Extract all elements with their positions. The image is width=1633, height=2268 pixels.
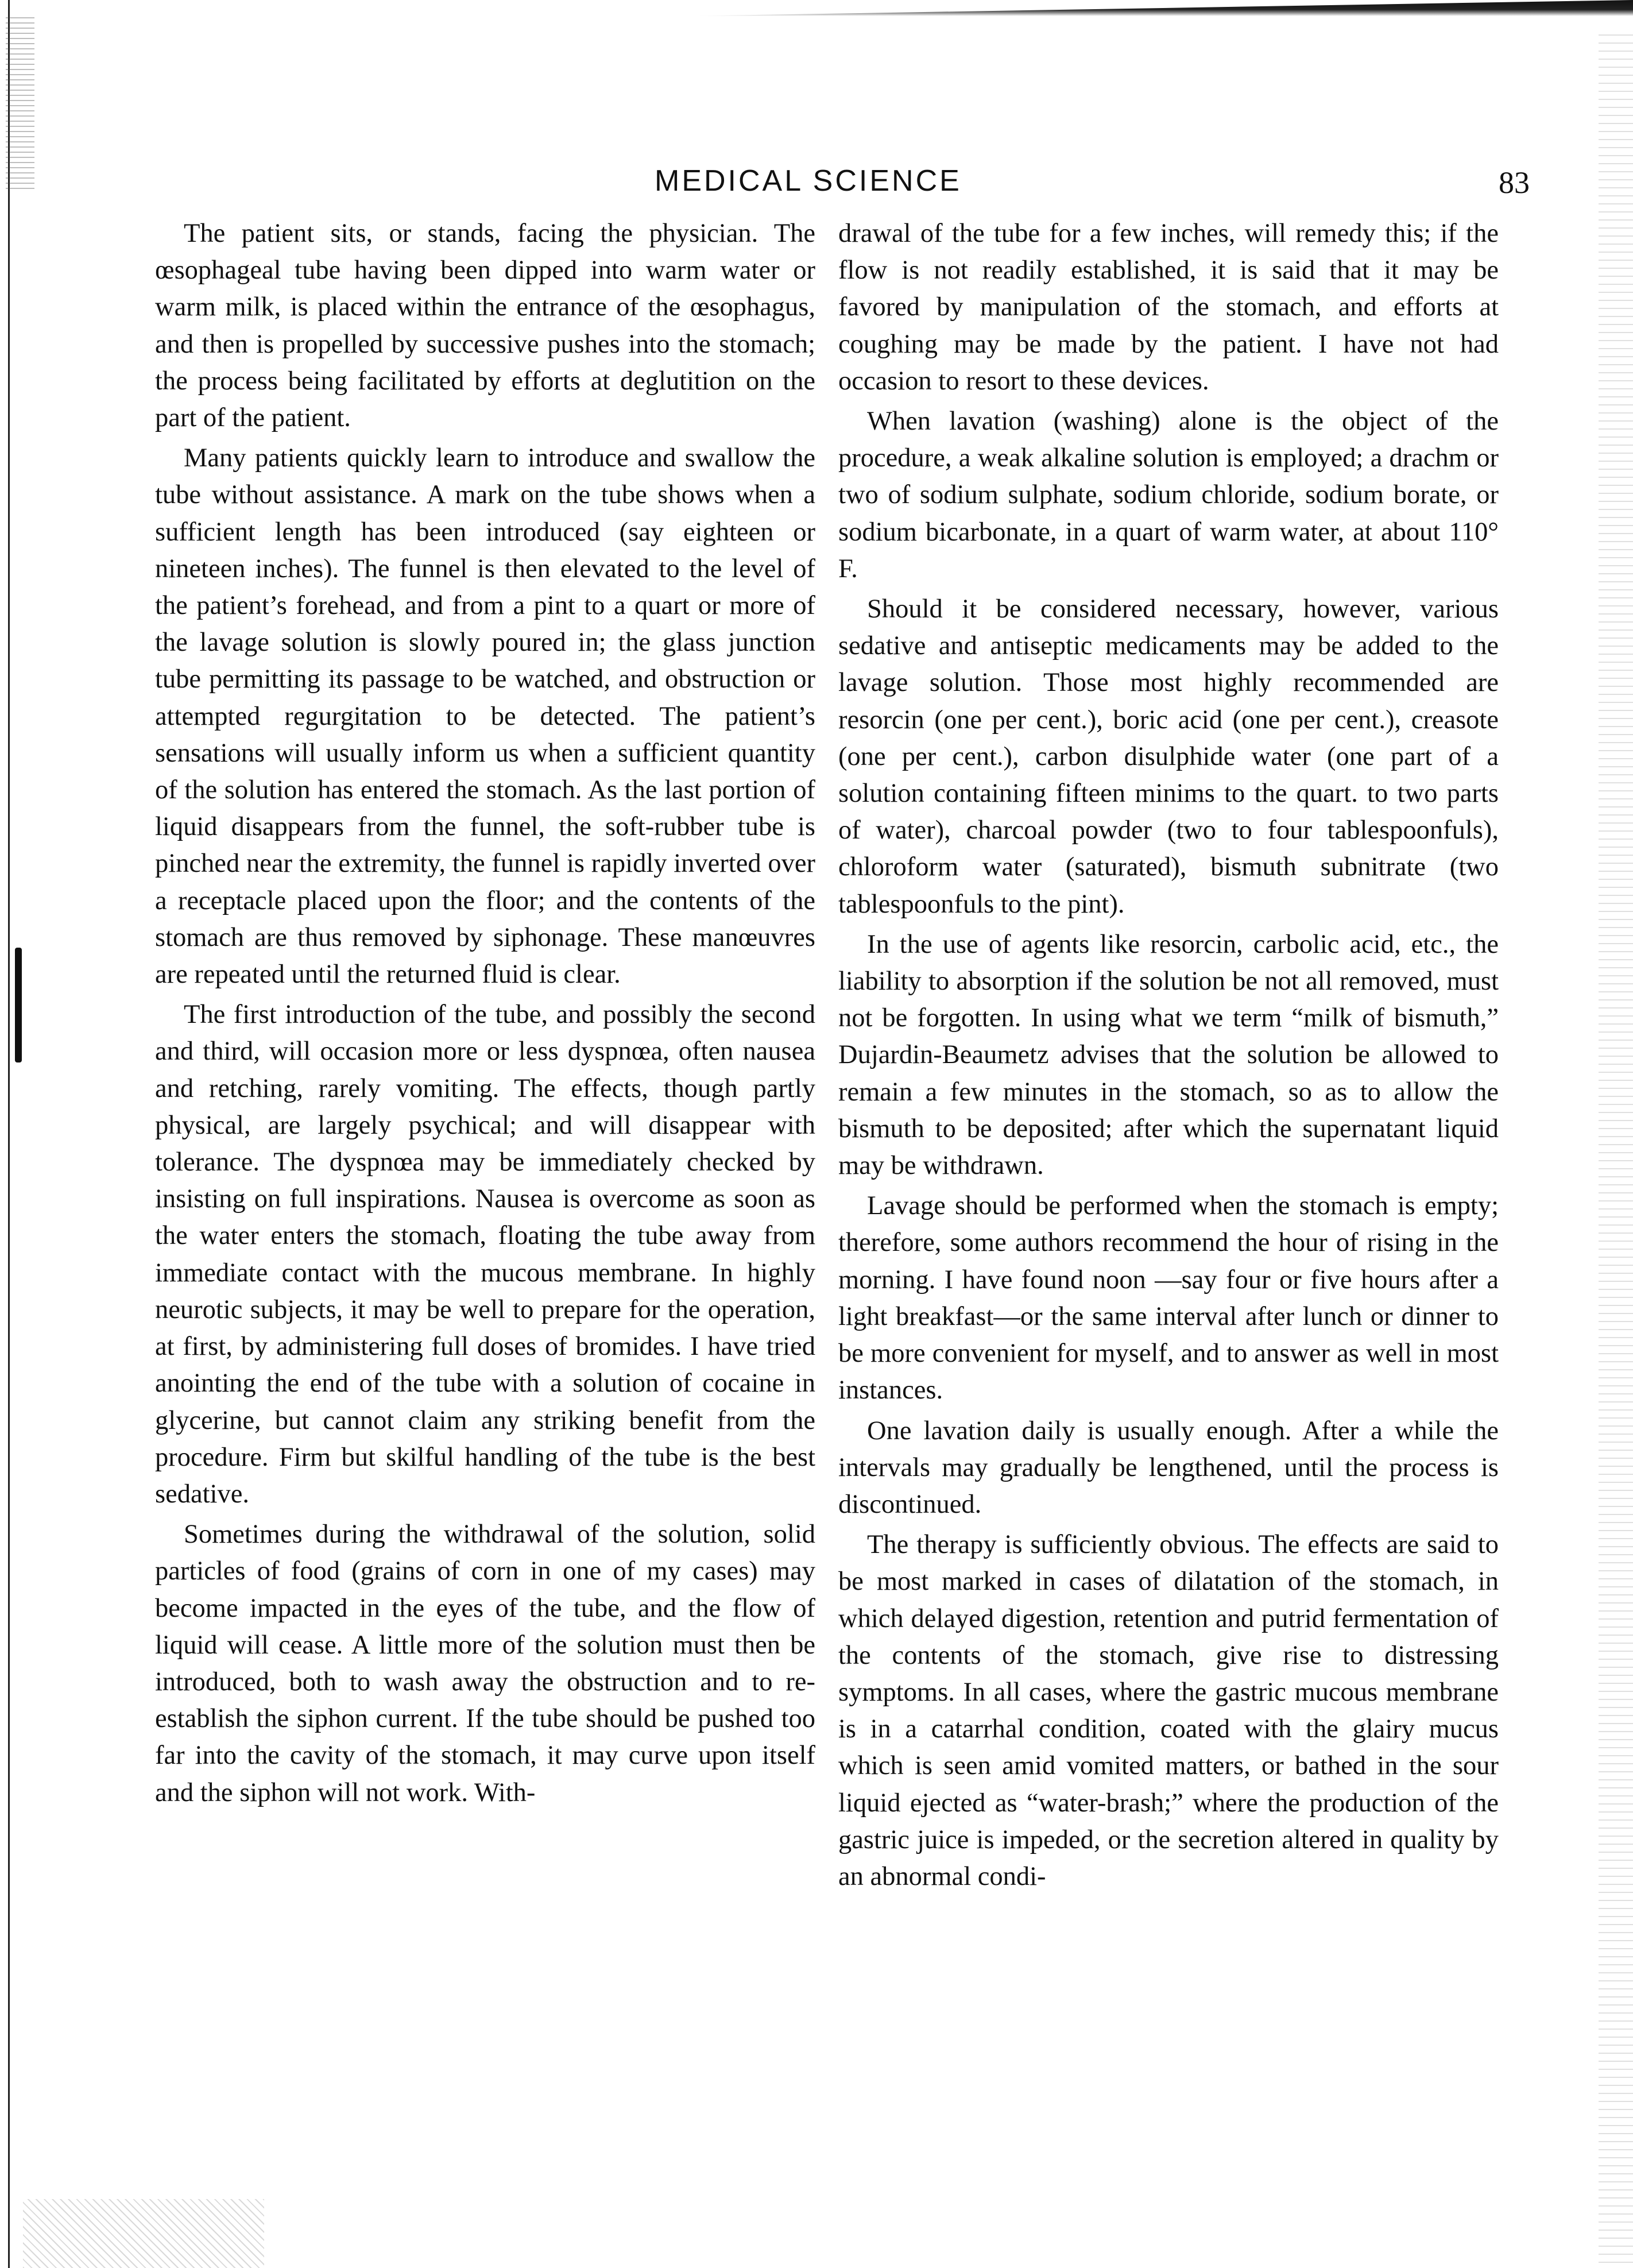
right-column <box>838 215 1499 1895</box>
paragraph: The patient sits, or stands, facing the physician. The œsophageal tube having been dipped into warm water or warm milk, is placed within the entrance of the œsophagus, and then is propelled by successive pushes into the stomach; the process being facilitated by efforts at deglutition on the part of the patient. <box>155 219 815 433</box>
paragraph-continuation: drawal of the tube for a few inches, will remedy this; if the flow is not readily established, it is said that it may be favored by manipulation of the stomach, and efforts at coughing may be made by the patient. I have not had occasion to resort to these devices. <box>838 219 1499 396</box>
paragraph: Many patients quickly learn to introduce and swallow the tube without assistance. A mark on the tube shows when a sufficient length has been introduced (say eighteen or nineteen inches). The funnel is then elevated to the level of the patient’s forehead, and from a pint to a quart or more of the lavage solution is slowly poured in; the glass junction tube permitting its passage to be watched, and obstruction or attempted regurgitation to be detected. The patient’s sensations will usually inform us when a sufficient quantity of the solution has entered the stomach. As the last portion of liquid disappears from the funnel, the soft-rubber tube is pinched near the extremity, the funnel is rapidly inverted over a receptacle placed upon the floor; and the contents of the stomach are thus removed by siphonage. These manœuvres are repeated until the returned fluid is clear. <box>155 443 815 990</box>
paragraph: When lavation (washing) alone is the object of the procedure, a weak alkaline solution is employed; a drachm or two of sodium sulphate, sodium chloride, sodium borate, or sodium bicarbonate, in a quart of warm water, at about 110° F. <box>838 407 1499 584</box>
scan-noise-bottom <box>23 2199 264 2268</box>
running-title: MEDICAL SCIENCE <box>655 164 962 198</box>
scan-noise-right <box>1599 34 1633 2263</box>
scan-top-shadow <box>689 0 1633 16</box>
paragraph: The first introduction of the tube, and possibly the second and third, will occasion more or less dyspnœa, often nausea and retching, rarely vomiting. The effects, though partly physical, are largely psychical; and will disappear with tolerance. The dyspnœa may be immediately checked by insisting on full inspirations. Nausea is overcome as soon as the water enters the stomach, floating the tube away from immediate contact with the mucous membrane. In highly neurotic subjects, it may be well to prepare for the operation, at first, by administering full doses of bromides. I have tried anointing the end of the tube with a solution of cocaine in glycerine, but cannot claim any striking benefit from the procedure. Firm but skilful handling of the tube is the best sedative. <box>155 1000 815 1509</box>
scan-binding-edge <box>0 0 10 2268</box>
paragraph: In the use of agents like resorcin, carbolic acid, etc., the liability to absorption if the solution be not all removed, must not be forgotten. In using what we term “milk of bismuth,” Dujardin-Beaumetz advises that the solution be allowed to remain a few minutes in the stomach, so as to allow the bismuth to be deposited; after which the supernatant liquid may be withdrawn. <box>838 929 1499 1181</box>
paragraph: Should it be considered necessary, however, various sedative and antiseptic medicaments may be added to the lavage solution. Those most highly recommended are resorcin (one per cent.), boric acid (one per cent.), creasote (one per cent.), carbon disulphide water (one part of a solution containing fifteen minims to the quart. to two parts of water), charcoal powder (two to four tablespoonfuls), chloroform water (saturated), bismuth subnitrate (two tablespoonfuls to the pint). <box>838 594 1499 919</box>
left-column <box>155 215 815 1811</box>
running-header <box>0 164 1633 204</box>
paragraph: One lavation daily is usually enough. After a while the intervals may gradually be lengthened, until the process is discontinued. <box>838 1416 1499 1519</box>
page-number: 83 <box>1499 165 1530 200</box>
paragraph: Lavage should be performed when the stomach is empty; therefore, some authors recommend the hour of rising in the morning. I have found noon —say four or five hours after a light breakfast—or the same interval after lunch or dinner to be more convenient for myself, and to answer as well in most instances. <box>838 1191 1499 1405</box>
paragraph: The therapy is sufficiently obvious. The effects are said to be most marked in cases of dilatation of the stomach, in which delayed digestion, retention and putrid fermentation of the contents of the stomach, give rise to distressing symptoms. In all cases, where the gastric mucous membrane is in a catarrhal condition, coated with the glairy mucus which is seen amid vomited matters, or bathed in the sour liquid ejected as “water-brash;” where the production of the gastric juice is impeded, or the secretion altered in quality by an abnormal condi- <box>838 1530 1499 1891</box>
binding-mark <box>15 948 22 1062</box>
paragraph: Sometimes during the withdrawal of the solution, solid particles of food (grains of corn in one of my cases) may become impacted in the eyes of the tube, and the flow of liquid will cease. A little more of the solution must then be introduced, both to wash away the obstruction and to re-establish the siphon current. If the tube should be pushed too far into the cavity of the stomach, it may curve upon itself and the siphon will not work. With- <box>155 1520 815 1807</box>
